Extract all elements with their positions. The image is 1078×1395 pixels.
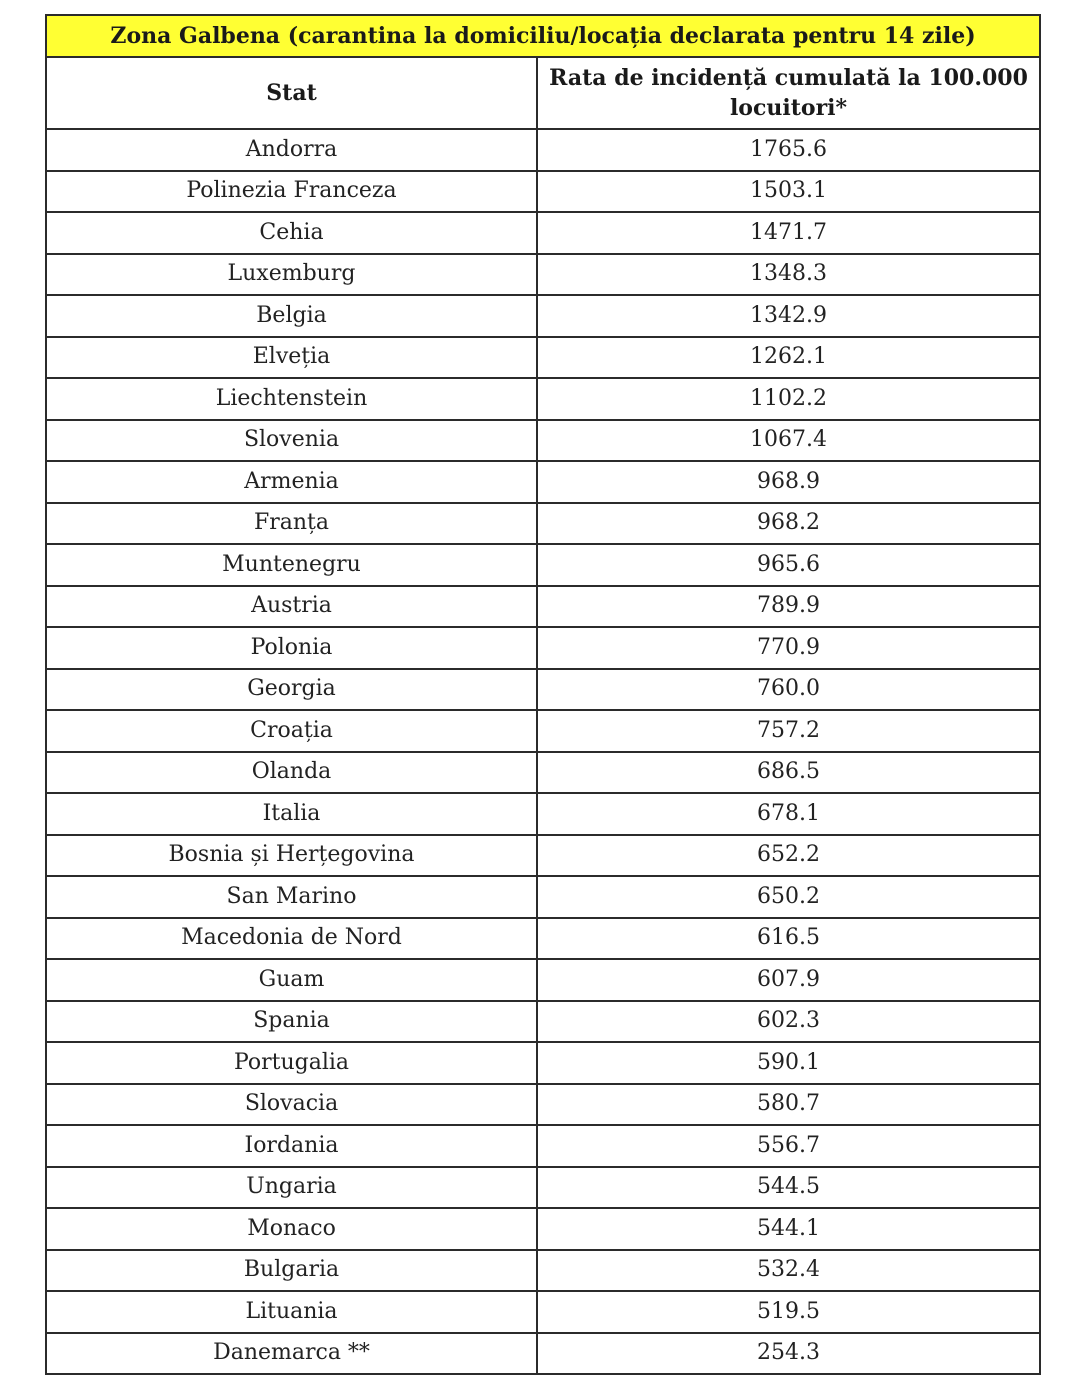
- table-row: [46, 503, 1040, 545]
- table-row: [46, 1291, 1040, 1333]
- table-row: [46, 1333, 1040, 1375]
- rate-cell: 770.9: [537, 627, 1040, 669]
- rate-cell: 580.7: [537, 1084, 1040, 1126]
- state-cell: Georgia: [46, 669, 537, 711]
- table-row: [46, 793, 1040, 835]
- rate-cell: 1765.6: [537, 129, 1040, 171]
- incidence-table: [45, 14, 1041, 1375]
- table-row: [46, 752, 1040, 794]
- state-cell: Franța: [46, 503, 537, 545]
- state-cell: Bosnia și Herțegovina: [46, 835, 537, 877]
- rate-cell: 1348.3: [537, 254, 1040, 296]
- table-row: [46, 918, 1040, 960]
- state-cell: Slovenia: [46, 420, 537, 462]
- table-row: [46, 586, 1040, 628]
- state-cell: Monaco: [46, 1208, 537, 1250]
- rate-cell: 590.1: [537, 1042, 1040, 1084]
- table-row: [46, 876, 1040, 918]
- header-rate: Rata de incidență cumulată la 100.000 locuitori*: [537, 57, 1040, 129]
- rate-cell: 1471.7: [537, 212, 1040, 254]
- table-body: [46, 129, 1040, 1374]
- table-row: [46, 835, 1040, 877]
- table-row: [46, 710, 1040, 752]
- rate-cell: 757.2: [537, 710, 1040, 752]
- rate-cell: 607.9: [537, 959, 1040, 1001]
- state-cell: Slovacia: [46, 1084, 537, 1126]
- rate-cell: 602.3: [537, 1001, 1040, 1043]
- state-cell: Polinezia Franceza: [46, 171, 537, 213]
- rate-cell: 968.2: [537, 503, 1040, 545]
- table-row: [46, 378, 1040, 420]
- table-row: [46, 1001, 1040, 1043]
- zone-title: Zona Galbena (carantina la domiciliu/locația declarata pentru 14 zile): [46, 15, 1040, 57]
- table-row: [46, 129, 1040, 171]
- rate-cell: 965.6: [537, 544, 1040, 586]
- rate-cell: 1262.1: [537, 337, 1040, 379]
- rate-cell: 968.9: [537, 461, 1040, 503]
- state-cell: Iordania: [46, 1125, 537, 1167]
- zone-title-row: [46, 15, 1040, 57]
- table-row: [46, 337, 1040, 379]
- table-row: [46, 1167, 1040, 1209]
- table-row: [46, 1042, 1040, 1084]
- table-row: [46, 669, 1040, 711]
- state-cell: Elveția: [46, 337, 537, 379]
- state-cell: Guam: [46, 959, 537, 1001]
- rate-cell: 532.4: [537, 1250, 1040, 1292]
- rate-cell: 1067.4: [537, 420, 1040, 462]
- table-row: [46, 544, 1040, 586]
- state-cell: Croația: [46, 710, 537, 752]
- table-row: [46, 1208, 1040, 1250]
- state-cell: Danemarca **: [46, 1333, 537, 1375]
- state-cell: Cehia: [46, 212, 537, 254]
- state-cell: Andorra: [46, 129, 537, 171]
- table-row: [46, 959, 1040, 1001]
- document-page: [45, 14, 1039, 1375]
- rate-cell: 519.5: [537, 1291, 1040, 1333]
- state-cell: Luxemburg: [46, 254, 537, 296]
- state-cell: Macedonia de Nord: [46, 918, 537, 960]
- rate-cell: 760.0: [537, 669, 1040, 711]
- state-cell: Belgia: [46, 295, 537, 337]
- table-row: [46, 295, 1040, 337]
- state-cell: Ungaria: [46, 1167, 537, 1209]
- table-row: [46, 1125, 1040, 1167]
- rate-cell: 544.1: [537, 1208, 1040, 1250]
- rate-cell: 652.2: [537, 835, 1040, 877]
- rate-cell: 1342.9: [537, 295, 1040, 337]
- header-row: [46, 57, 1040, 129]
- table-row: [46, 461, 1040, 503]
- state-cell: San Marino: [46, 876, 537, 918]
- table-row: [46, 1250, 1040, 1292]
- state-cell: Italia: [46, 793, 537, 835]
- state-cell: Austria: [46, 586, 537, 628]
- rate-cell: 616.5: [537, 918, 1040, 960]
- table-row: [46, 171, 1040, 213]
- state-cell: Bulgaria: [46, 1250, 537, 1292]
- table-row: [46, 254, 1040, 296]
- rate-cell: 650.2: [537, 876, 1040, 918]
- state-cell: Liechtenstein: [46, 378, 537, 420]
- rate-cell: 254.3: [537, 1333, 1040, 1375]
- rate-cell: 556.7: [537, 1125, 1040, 1167]
- state-cell: Spania: [46, 1001, 537, 1043]
- table-row: [46, 420, 1040, 462]
- table-row: [46, 627, 1040, 669]
- table-row: [46, 212, 1040, 254]
- rate-cell: 686.5: [537, 752, 1040, 794]
- state-cell: Armenia: [46, 461, 537, 503]
- rate-cell: 678.1: [537, 793, 1040, 835]
- state-cell: Lituania: [46, 1291, 537, 1333]
- header-state: Stat: [46, 57, 537, 129]
- state-cell: Muntenegru: [46, 544, 537, 586]
- state-cell: Olanda: [46, 752, 537, 794]
- rate-cell: 1503.1: [537, 171, 1040, 213]
- rate-cell: 789.9: [537, 586, 1040, 628]
- state-cell: Polonia: [46, 627, 537, 669]
- rate-cell: 1102.2: [537, 378, 1040, 420]
- rate-cell: 544.5: [537, 1167, 1040, 1209]
- table-row: [46, 1084, 1040, 1126]
- state-cell: Portugalia: [46, 1042, 537, 1084]
